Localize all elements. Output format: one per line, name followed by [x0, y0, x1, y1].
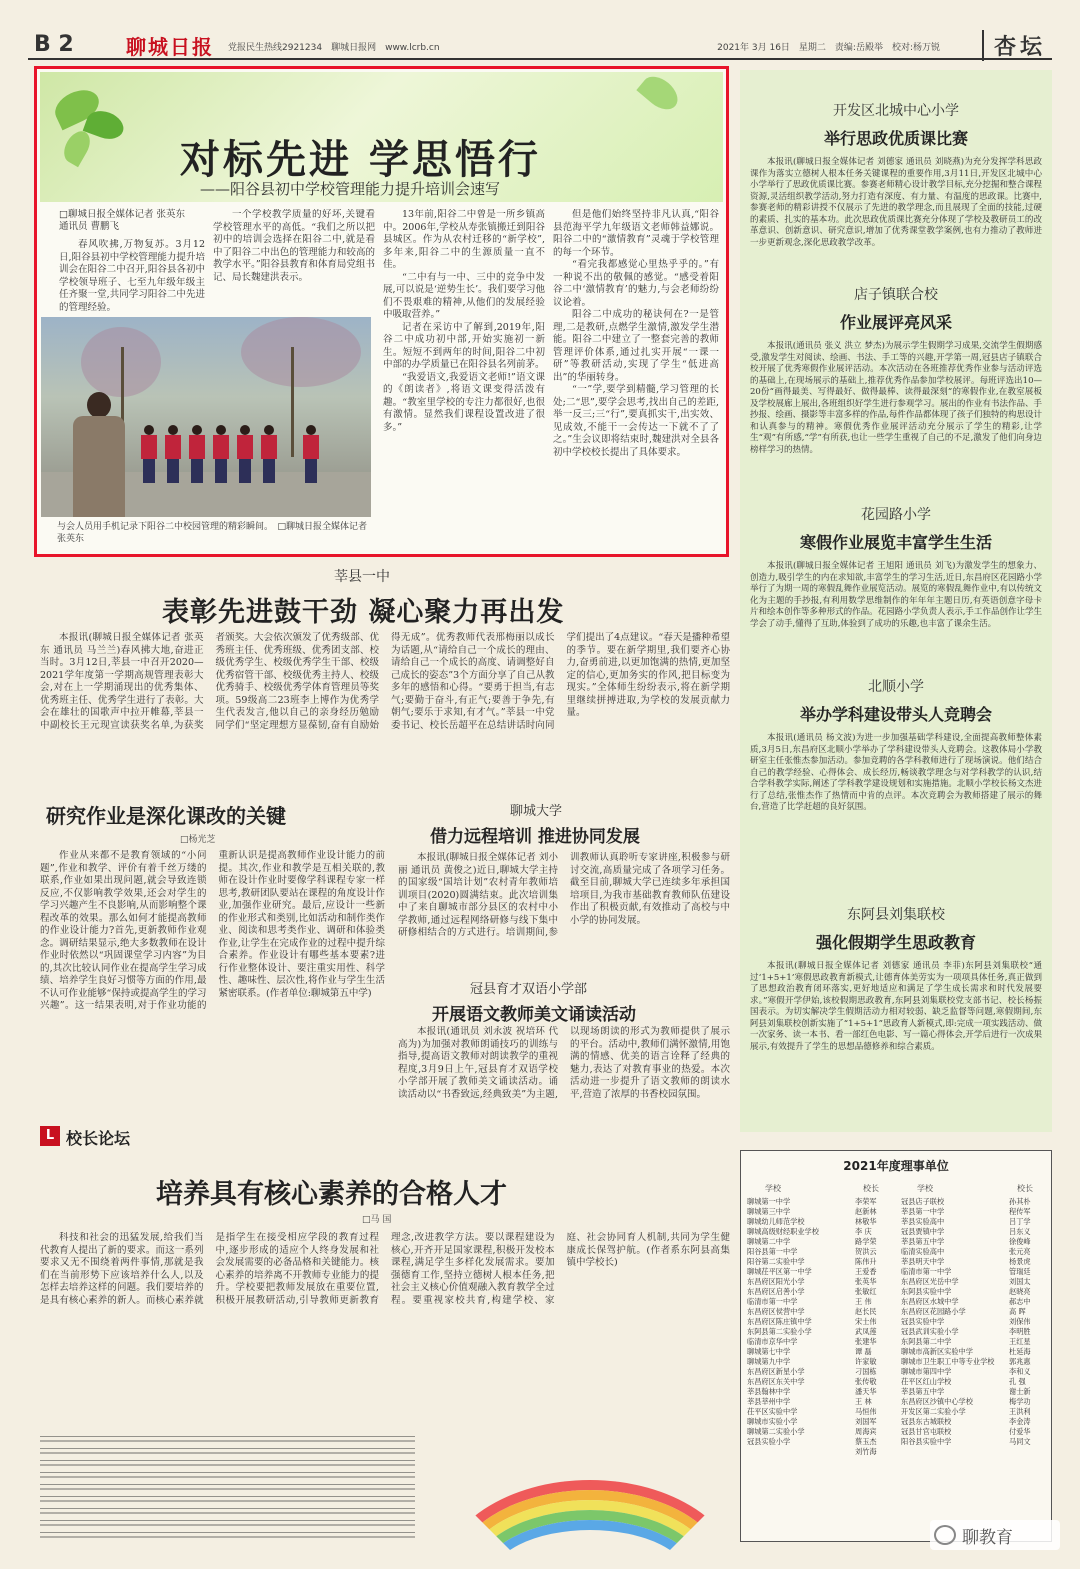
council-school: 聊城市实验小学	[747, 1417, 798, 1426]
council-school: 阳谷县第一中学	[747, 1247, 798, 1256]
council-principal: 刘国太	[1009, 1277, 1031, 1286]
article-paragraph: 作业从来都不是教育领域的“小问题”,作业和教学、评价有着千丝万缕的联系,作业如果出现问题,就会导致连锁反应,不仅影响教学效果,还会对学生的学习兴趣产生不良影响,从而影响整个课程改革的效果。那么如何才能提高教师的作业设计能力?首先,更新教师作业观念。调研结果显示,绝大多数教师在设计作业时依然以“巩固课堂学习内容”为目的,其次比较认同作业在提高学生学习成绩、培养学生良好习惯等方面的作用,最不认可作业能够“保持或提高学生的学习兴趣”。这一结果表明,对于作业功能的重新认识是提高教师作业设计能力的前提。其次,作业和教学是互相关联的,教师在设计作业时要像学科课程专家一样思考,教研团队要站在课程的角度设计作业,加强作业研究。最后,应设计一些新的作业形式和类别,比如活动和制作类作业、阅读和思考类作业、调研和体验类作业,让学生在完成作业的过程中提升综合素养。作业设计有哪些基本要素?进行作业整体设计、要注重实用性、科学性、趣味性、层次性,将作业与学生生活紧密联系。(作者单位:聊城第五中学)	[40, 850, 385, 1011]
council-school: 东阿县第二中学	[901, 1337, 952, 1346]
col-header-principal: 校长	[863, 1184, 879, 1193]
lead-paragraph: “看完我都感觉心里热乎乎的。”有一种说不出的敬佩的感觉。“感受着阳谷二中‘激情教育’的魅力,与会老师纷纷议论着。	[553, 259, 719, 308]
article-paragraph: 本报讯(聊城日报全媒体记者 张英东 通讯员 马兰兰)春风拂大地,奋进正当时。3月12日,莘县一中召开2020—2021学年度第一学期高规管理表彰大会,对在上一学期涌现出的优秀集体、优秀班主任、优秀学生进行了表彰。大会在雄壮的国歌声中拉开帷幕,莘县一中副校长王元现宣读获奖名单,为获奖者颁奖。大会依次颁发了优秀级部、优秀班主任、优秀班级、优秀团支部、校级优秀学生、校级优秀学生干部、校级优秀宿管干部、校级优秀主持人、校级优秀骑手、校级优秀学体育管理员等奖项。59级高二23班李上博作为优秀学生代表发言,他以自己的亲身经历勉励同学们“坚定理想方显葆韧,奋有自励始得无成”。优秀教师代表邢梅丽以成长为话题,从“请给自己一个成长的理由、请给自己一个成长的高度、请调整好自己成长的姿态”3个方面分享了自己从教多年的感悟和心得。“要勇于担当,有志气;要勤于奋斗,有正气;要善于争先,有朝气;要乐于求知,有才气。”莘县一中党委书记、校长岳超平在总结讲话时向同学们提出了4点建议。“春天是播种希望的季节。要在新学期里,我们要齐心协力,奋勇前进,以更加饱满的热情,更加坚定的信心,更加务实的作风,把目标变为现实。”全体师生纷纷表示,将在新学期里继续拼搏进取,为学校的发展贡献力量。	[40, 632, 730, 731]
council-school: 莘县第一中学	[901, 1207, 945, 1216]
council-school: 临清市第一中学	[901, 1267, 952, 1276]
tree-canopy	[241, 317, 361, 387]
lead-paragraph: “一”学,要学到精髓,学习管理的长处;二“思”,要学会思考,找出自己的差距,举一反三;三“行”,要真抓实干,出实效、见成效,不能干一会传达一下就不了了之。”生会议即将结束时,魏建洪对全县各初中学校校长提出了具体要求。	[553, 384, 719, 458]
hotline-info: 党报民生热线2921234 聊城日报网 www.lcrb.cn	[228, 43, 440, 53]
council-school: 东昌府区光岳中学	[901, 1277, 959, 1286]
right-news-item	[750, 284, 1042, 498]
news-body: 本报讯(聊城日报全媒体记者 王旭阳 通讯员 刘飞)为激发学生的想象力、创造力,吸引学生的内在求知欲,丰富学生的学习生活,近日,东昌府区花园路小学举行了为期一周的寒假乱舞作业展览活动。展览的寒假乱舞作业中,有以传统文化为主题的手抄报,有利用数学思维制作的年年年主题日历,有英语创意字母卡片和绘本创作等多种形式的作品。花园路小学负责人表示,手工作品创作让学生学会了动手,懂得了互助,体验到了成功的乐趣,也丰富了课余生活。	[750, 561, 1042, 629]
principal-forum-tag	[40, 1126, 210, 1148]
news-body: 本报讯(聊城日报全媒体记者 刘德家 通讯员 李菲)东阿县刘集联校“通过‘1+5+1’寒假思政教育新模式,让德育体美劳实为一项项具体任务,真正做到了思想政治教育闭环落实,更好地适应和满足了学生成长需求和时代发展要求。”寒假开学伊始,该校假期思政教育,东阿县刘集联校党支部书记、校长杨振国表示。为切实解决学生假期活动力相对较弱、缺乏监督等问题,寒假期间,东阿县刘集联校创新实施了“1+5+1”思政育人新模式,即:完成一项实践活动、做一次家务、读一本书、看一部红色电影、写一篇心得体会,开学后进行一次成果展示,有效提升了学生的思想品德修养和综合素质。	[750, 961, 1042, 1052]
guanxian-title: 开展语文教师美文诵读活动	[432, 1005, 636, 1025]
council-principal: 王 林	[855, 1397, 872, 1406]
council-title: 2021年度理事单位	[843, 1159, 949, 1173]
council-principal: 赵晓亮	[1009, 1287, 1031, 1296]
lead-paragraph: 阳谷二中成功的秘诀何在?一是管理,二是教研,点燃学生激情,激发学生潜能。阳谷二中建立了一整套完善的教师管理评价体系,通过扎实开展“一课一研”等教研活动,实现了学生“低进高出”的华丽转身。	[553, 309, 719, 383]
news-body: 本报讯(聊城日报全媒体记者 刘德家 通讯员 刘晓燕)为充分发挥学科思政课作为落实立德树人根本任务关键课程的重要作用,3月11日,开发区北城中心小学举行了思政优质课比赛。参赛老师精心设计教学目标,充分挖掘和整合课程资源,灵活组织教学活动,努力打造有深度、有力量、有温度的思政课。比赛中,参赛老师的精彩讲授不仅展示了先进的教学理念,而且展现了全面的技能,过硬的素质、扎实的基本功。此次思政优质课比赛充分体现了学校及教研员工的改革意识、创新意识、研究意识,增加了优秀课堂教学案例,也有力推动了教师进一步更新观念,深化思政教学改革。	[750, 157, 1042, 248]
council-principal: 李明胜	[1009, 1327, 1031, 1336]
principal-list	[855, 1197, 877, 1457]
page-number: B 2	[34, 32, 74, 57]
council-principal: 梅学功	[1009, 1397, 1031, 1406]
council-school: 冠县实验中学	[901, 1317, 945, 1326]
council-principal: 潘天华	[855, 1387, 877, 1396]
council-principal: 张敏红	[855, 1287, 877, 1296]
council-principal: 王爱香	[855, 1267, 877, 1276]
lead-banner	[40, 72, 723, 202]
council-school: 东昌府区水城中学	[901, 1297, 959, 1306]
school-name: 店子镇联合校	[854, 287, 938, 303]
council-school: 东昌府区新星小学	[747, 1367, 805, 1376]
lead-article-highlight	[34, 66, 729, 557]
council-principal: 张传敬	[855, 1377, 877, 1386]
liaoda-title: 借力远程培训 推进协同发展	[430, 827, 640, 847]
council-principal: 张建华	[855, 1337, 877, 1346]
council-school: 临清市京华中学	[747, 1337, 798, 1346]
council-school: 莘县第五中学	[901, 1237, 945, 1246]
lead-paragraph: “二中有与一中、三中的竞争中发展,可以说是‘逆势生长’。我们要学习他们不畏艰难的精神,从他们的发展经验中吸取营养。”	[383, 271, 545, 320]
council-principal: 张元亮	[1009, 1247, 1031, 1256]
council-principal: 孙其朴	[1009, 1197, 1031, 1206]
text-lines	[40, 1436, 415, 1544]
lead-paragraph: 记者在采访中了解到,2019年,阳谷二中成功初中部,开始实施初一新生。短短不到两年的时间,阳谷二中初中部的办学质量已在阳谷县名列前茅。	[383, 321, 545, 370]
council-school: 冠县贾镇中学	[901, 1227, 945, 1236]
student-figure	[189, 425, 205, 485]
council-principal: 王洪利	[1009, 1407, 1031, 1416]
liaoda-kicker: 聊城大学	[510, 804, 563, 819]
council-school: 聊城幼儿师范学校	[747, 1217, 805, 1226]
council-school: 阳谷第二实验中学	[747, 1257, 805, 1266]
right-news-item	[750, 100, 1042, 300]
forum-tag-letter: L	[40, 1126, 60, 1146]
council-principal: 吕丁学	[1009, 1217, 1031, 1226]
council-school: 莘县第五中学	[901, 1387, 945, 1396]
principal-author: □马 国	[362, 1215, 392, 1225]
council-school: 莘县实验高中	[901, 1217, 945, 1226]
right-news-item	[750, 676, 1042, 882]
council-school: 聊城茌平区第一中学	[747, 1267, 812, 1276]
forum-tag-label: 校长论坛	[66, 1129, 131, 1148]
masthead	[28, 30, 1052, 60]
news-title: 举行思政优质课比赛	[823, 129, 968, 148]
council-school: 冠县东古城联校	[901, 1417, 952, 1426]
xinxian-title: 表彰先进鼓干劲 凝心聚力再出发	[162, 597, 565, 628]
council-school: 聊城第二实验小学	[747, 1427, 805, 1436]
council-school: 阳谷县实验中学	[901, 1437, 952, 1446]
council-principal: 孔 强	[1009, 1377, 1026, 1386]
council-school: 聊城第三中学	[747, 1207, 791, 1216]
council-school: 冠县实验小学	[747, 1437, 791, 1446]
lead-paragraph: 但是他们始终坚持非凡认真,“阳谷县范海平学九年级语文老师韩益娜说。阳谷二中的“激情教育”灵魂于学校管理的每一个环节。	[553, 209, 719, 258]
research-author: □杨光芝	[180, 835, 216, 845]
council-school: 东昌府区花园路小学	[901, 1307, 966, 1316]
council-school: 临清市第一中学	[747, 1297, 798, 1306]
lead-intro-column	[59, 239, 205, 311]
council-principal: 王 伟	[855, 1297, 872, 1306]
lead-column-4	[553, 209, 719, 555]
council-principal: 周海宾	[855, 1427, 877, 1436]
council-school: 临清实验高中	[901, 1247, 945, 1256]
school-name: 开发区北城中心小学	[833, 103, 959, 119]
lead-paragraph: “我爱语文,我爱语文老师!”语文课的《朗读者》,将语文课变得活泼有趣。“教室里学校的专注力都很好,也很有激情。显然我们课程设置改进了很多。”	[383, 371, 545, 433]
council-school: 聊城第九中学	[747, 1357, 791, 1366]
tree-trunk	[291, 347, 294, 457]
council-principal: 贺洪云	[855, 1247, 877, 1256]
council-school: 聊城市第四中学	[901, 1367, 952, 1376]
news-body: 本报讯(通讯员 杨文波)为进一步加强基础学科建设,全面提高教师整体素质,3月5日,东昌府区北顺小学举办了学科建设带头人竞聘会。这教体局小学教研室主任张惟杰参加活动。参加竞聘的各学科教师进行了现场演说。他们结合自己的教学经验、心得体会、成长经历,畅谈教学理念与对学科教学的认识,结合学科教学实际,阐述了学科教学建设规划和实施措施。北顺小学校长杨文杰进行了总结,张惟杰作了热情而中肯的点评。本次竞聘会为教师搭建了展示的舞台,营造了比学赶超的良好氛围。	[750, 733, 1042, 812]
lead-byline: □聊城日报全媒体记者 张英东 通讯员 曹鹏飞	[59, 209, 195, 232]
council-principal: 郝志中	[1009, 1297, 1031, 1306]
council-principal: 路学荣	[855, 1237, 877, 1246]
photo-caption: 与会人员用手机记录下阳谷二中校园管理的精彩瞬间。 □聊城日报全媒体记者 张英东	[57, 522, 368, 544]
news-title: 强化假期学生思政教育	[815, 933, 976, 952]
article-paragraph: 本报讯(通讯员 刘永波 祝培环 代高为)为加强对教师朗诵技巧的训练与指导,提高语文教师对朗读教学的重视程度,3月9日上午,冠县育才双语学校小学部开展了教师美文诵读活动。诵读活动以“书香致远,经典致美”为主题,以现场朗读的形式为教师提供了展示的平台。活动中,教师们满怀激情,用饱满的情感、优美的语言诠释了经典的魅力,表达了对教育事业的热爱。本次活动进一步提升了语文教师的朗读水平,营造了浓厚的书香校园氛围。	[398, 1026, 730, 1100]
article-paragraph: 本报讯(聊城日报全媒体记者 刘小丽 通讯员 黄俊之)近日,聊城大学主持的国家级“国培计划”农村青年教师培训项目(2020)圆满结束。此次培训集中了来自聊城市部分县区的农村中小学教师,通过远程网络研修与线下集中研修相结合的方式进行。培训期间,参训教师认真聆听专家讲座,积极参与研讨交流,高质量完成了各项学习任务。截至目前,聊城大学已连续多年承担国培项目,为我市基础教育教师队伍建设作出了积极贡献,有效推动了高校与中小学的协同发展。	[398, 852, 730, 938]
research-body	[40, 850, 385, 1136]
council-school: 莘县翰林中学	[747, 1387, 791, 1396]
news-photo	[41, 317, 371, 517]
council-school: 莘县莘州中学	[747, 1397, 791, 1406]
right-news-item	[750, 504, 1042, 660]
lead-paragraph: 一个学校教学质量的好坏,关键看学校管理水平的高低。“我们之所以把初中的培训会选择在阳谷二中,就是看中了阳谷二中出色的管理能力和较高的教学水平。”阳谷县教育和体育局党组书记、局长魏建洪表示。	[213, 209, 375, 283]
student-figure	[261, 425, 277, 485]
council-principal: 吕东义	[1009, 1227, 1031, 1236]
council-school: 东昌府区启善小学	[747, 1287, 805, 1296]
news-title: 寒假作业展览丰富学生生活	[799, 533, 992, 552]
council-school: 聊城市高新区实验中学	[901, 1347, 973, 1356]
principal-title: 培养具有核心素养的合格人才	[156, 1179, 507, 1210]
guanxian-kicker: 冠县育才双语小学部	[470, 982, 588, 997]
guanxian-body	[398, 1026, 730, 1138]
council-school: 聊城第二中学	[747, 1237, 791, 1246]
council-principal: 王红星	[1009, 1337, 1031, 1346]
newspaper-logo: 聊城日报	[126, 35, 214, 59]
council-principal: 管瑞廷	[1009, 1267, 1031, 1276]
student-figure	[237, 425, 253, 485]
news-body: 本报讯(通讯员 张义 洪立 梦杰)为展示学生假期学习成果,交流学生假期感受,激发学生对阅读、绘画、书法、手工等的兴趣,开学第一周,冠县店子镇联合校开展了优秀寒假作业展评活动。本次活动在各班推荐优秀作业参与活动评选的基础上,在现场展示的基础上,推荐优秀作品参加学校展评。每班评选出10—20份“画得最美、写得最好、做得最棒、读得最深刻”的寒假作业,在教室展板及学校展廊上展出,各班组织好学生进行参观学习。展出的作业有书法作品、手抄报、绘画、摄影等丰富多样的作品,每件作品都体现了孩子们独特的构思设计和认真参与的精神。寒假优秀作业展评活动充分展示了学生的精彩,让学生“观”有所感,“学”有所获,也让一些学生重视了自己的不足,激发了他们向身边榜样学习的热情。	[750, 341, 1042, 455]
council-school: 东昌府区阳光小学	[747, 1277, 805, 1286]
council-principal: 杨景虎	[1009, 1257, 1031, 1266]
council-school: 开发区第二实验小学	[901, 1407, 966, 1416]
council-principal: 刘竹海	[855, 1447, 877, 1456]
council-principal: 陈伟升	[855, 1257, 877, 1266]
lead-subtitle: ——阳谷县初中学校管理能力提升培训会速写	[200, 180, 501, 198]
council-principal: 高 晖	[1009, 1307, 1026, 1316]
council-school: 茌平区红山学校	[901, 1377, 952, 1386]
liaoda-body	[398, 852, 730, 962]
article-paragraph: 科技和社会的迅猛发展,给我们当代教育人提出了新的要求。而这一系列要求又无不围绕着两件事情,那就是我们在当前形势下应该培养什么人,以及怎样去培养这样的问题。我们要培养的是具有核心素养的新人。而核心素养就是指学生在接受相应学段的教育过程中,逐步形成的适应个人终身发展和社会发展需要的必备品格和关键能力。核心素养的培养离不开教师专业能力的提升。学校要把教师发展放在重要位置,积极开展教研活动,引导教师更新教育理念,改进教学方法。要以课程建设为核心,开齐开足国家课程,积极开发校本课程,满足学生多样化发展需求。要加强德育工作,坚持立德树人根本任务,把社会主义核心价值观融入教育教学全过程。要重视家校共育,构建学校、家庭、社会协同育人机制,共同为学生健康成长保驾护航。(作者系东阿县高集镇中学校长)	[40, 1232, 730, 1306]
council-school: 茌平区实验中学	[747, 1407, 798, 1416]
issue-date: 2021年 3月 16日 星期二 责编:岳殿举 校对:杨万锐	[717, 43, 940, 53]
council-principal: 程传军	[1009, 1207, 1031, 1216]
xinxian-body	[40, 632, 730, 744]
col-header-school: 学校	[917, 1184, 933, 1193]
council-principal: 谢士新	[1009, 1387, 1031, 1396]
school-name: 东阿县刘集联校	[847, 907, 945, 923]
school-name: 北顺小学	[868, 679, 924, 695]
woman-with-phone-figure	[69, 392, 129, 517]
council-school: 冠县武训实验小学	[901, 1327, 959, 1336]
council-school: 冠县店子联校	[901, 1197, 945, 1206]
principal-list	[1009, 1197, 1031, 1447]
lead-paragraph: 13年前,阳谷二中曾是一所乡镇高中。2006年,学校从寿张镇搬迁到阳谷县城区。作为从农村迁移的“新学校”,多年来,阳谷二中的生源质量一直不佳。	[383, 209, 545, 270]
council-principal: 蔡玉杰	[855, 1437, 877, 1446]
council-school: 聊城市卫生职工中等专业学校	[901, 1357, 995, 1366]
wechat-icon	[934, 1525, 956, 1545]
council-principal: 李和义	[1009, 1367, 1031, 1376]
lead-paragraph: 春风吹拂,万物复苏。3月12日,阳谷县初中学校管理能力提升培训会在阳谷二中召开,阳谷县各初中学校领导班子、七至九年级年级主任齐聚一堂,共同学习阳谷二中先进的管理经验。	[59, 239, 205, 311]
council-principal: 李金涛	[1009, 1417, 1031, 1426]
lead-title: 对标先进 学思悟行	[180, 136, 541, 183]
council-school: 东阿县第二实验小学	[747, 1327, 812, 1336]
council-principal: 刘保伟	[1009, 1317, 1031, 1326]
council-school: 东昌府区陈庄镇中学	[747, 1317, 812, 1326]
student-figure	[141, 425, 157, 485]
council-members-box	[740, 1150, 1052, 1542]
council-school: 莘县明天中学	[901, 1257, 945, 1266]
news-title: 举办学科建设带头人竞聘会	[799, 705, 992, 724]
council-school: 聊城高级财经职业学校	[747, 1227, 819, 1236]
council-principal: 张英华	[855, 1277, 877, 1286]
right-news-item	[750, 904, 1042, 1126]
council-principal: 徐俊峰	[1009, 1237, 1031, 1246]
council-principal: 林敬华	[855, 1217, 877, 1226]
school-list	[747, 1197, 819, 1447]
news-title: 作业展评亮风采	[839, 313, 952, 332]
school-name: 花园路小学	[861, 507, 931, 523]
council-school: 东阿县实验中学	[901, 1287, 952, 1296]
xinxian-kicker: 莘县一中	[334, 569, 390, 585]
council-school: 东昌府区侯营中学	[747, 1307, 805, 1316]
council-school: 东昌府区东关中学	[747, 1377, 805, 1386]
col-header-principal: 校长	[1017, 1184, 1033, 1193]
council-principal: 付爱华	[1009, 1427, 1031, 1436]
council-principal: 李 庆	[855, 1227, 872, 1236]
col-header-school: 学校	[765, 1184, 781, 1193]
right-column-news	[740, 70, 1052, 1132]
council-principal: 宋士伟	[855, 1317, 877, 1326]
council-principal: 郭兆惠	[1009, 1357, 1031, 1366]
rainbow-illustration	[420, 1440, 750, 1550]
student-figure	[303, 425, 319, 485]
wechat-watermark	[930, 1520, 1060, 1550]
research-title: 研究作业是深化课改的关键	[46, 804, 286, 828]
council-principal: 赵长民	[855, 1307, 877, 1316]
watermark-text: 聊教育	[962, 1528, 1013, 1548]
council-principal: 杜延海	[1009, 1347, 1031, 1356]
section-name: 杏坛	[982, 30, 1046, 61]
council-principal: 刁国栋	[855, 1367, 877, 1376]
council-principal: 武凤莲	[855, 1327, 877, 1336]
council-principal: 刘国军	[855, 1417, 877, 1426]
council-principal: 马恒伟	[855, 1407, 877, 1416]
council-principal: 谭 磊	[855, 1347, 872, 1356]
student-figure	[165, 425, 181, 485]
lead-column-3	[383, 209, 545, 555]
principal-body-more	[40, 1436, 415, 1544]
council-principal: 许家敏	[855, 1357, 877, 1366]
council-school: 聊城第七中学	[747, 1347, 791, 1356]
lead-column-2	[213, 209, 375, 313]
council-principal: 赵新林	[855, 1207, 877, 1216]
council-school: 东昌府区沙镇中心学校	[901, 1397, 973, 1406]
leaf-icon	[636, 72, 683, 116]
council-school: 冠县甘官屯联校	[901, 1427, 952, 1436]
council-school: 聊城第一中学	[747, 1197, 791, 1206]
student-figure	[213, 425, 229, 485]
council-principal: 马同文	[1009, 1437, 1031, 1446]
school-list	[901, 1197, 994, 1447]
council-principal: 李荣军	[855, 1197, 877, 1206]
principal-body	[40, 1232, 730, 1432]
